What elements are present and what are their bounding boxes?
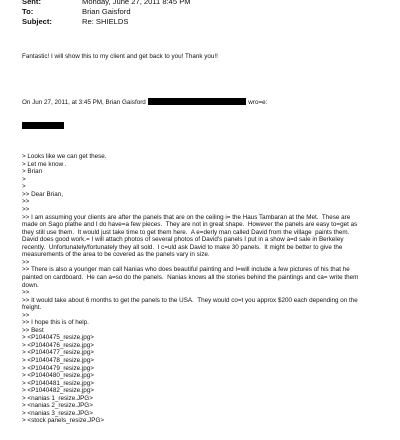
quoted-line: measurements of the area to be covered as the panels vary in size. [22, 251, 210, 259]
email-body [22, 38, 386, 440]
quoted-line: >> [22, 258, 30, 266]
quoted-line: >> It would take about 6 months to get the panels to the USA. They would co=t you approx $200 each depending on the [22, 296, 358, 304]
to-label: To: [22, 7, 34, 16]
quoted-line: > Looks like we can get these. [22, 153, 107, 161]
redacted-name-box [22, 122, 64, 129]
quoted-line: > <P1040481_resize.jpg> [22, 379, 94, 387]
quoted-line: > [22, 183, 26, 191]
quoted-line: made on Sago plathe and I do have=a few pieces. They are not in great shape. However the panels are easy to=get as [22, 221, 358, 229]
quoted-line: they still use them. It would just take time to get them here. A e=derly man called David from the village paints them. [22, 228, 350, 236]
quoted-line: > <P1040480_resize.jpg> [22, 372, 94, 380]
quote-intro-before: On Jun 27, 2011, at 3:45 PM, Brian Gaisford [22, 99, 146, 107]
quoted-line: >> [22, 198, 30, 206]
reply-line: Fantastic! I will show this to my client and get back to you! Thank you!! [22, 53, 218, 61]
quoted-line: >> [22, 311, 30, 319]
quoted-line: >> I am assuming your clients are after the panels that are on the ceiling i= the Haus Tambaran at the Met. These are [22, 213, 351, 221]
quoted-line: > <P1040482_resize.jpg> [22, 387, 94, 395]
subject-label: Subject: [22, 17, 52, 26]
subject-value: Re: SHIELDS [82, 17, 129, 26]
quoted-line: > <nanias 2_resize.JPG> [22, 402, 93, 410]
quoted-line: >> Dear Brian, [22, 190, 63, 198]
quoted-line: > [22, 175, 26, 183]
quoted-line: > <P1040478_resize.jpg> [22, 356, 94, 364]
quoted-line: > <stock panels_resize.JPG> [22, 417, 105, 425]
quoted-line [22, 146, 386, 154]
quoted-line: freight. [22, 304, 42, 312]
quote-intro-after: wro=e: [248, 99, 268, 107]
quoted-line: > <P1040479_resize.jpg> [22, 364, 94, 372]
sent-value: Monday, June 27, 2011 8:45 PM [82, 0, 191, 6]
quoted-line: David does good work.= I will attach photos of several photos of David's panels I put in a show a=d sale in Berkeley [22, 236, 344, 244]
quoted-line: >> [22, 289, 30, 297]
to-value: Brian Gaisford [82, 7, 131, 16]
redacted-email-box [148, 98, 246, 105]
quoted-line: painted on cardboard. He can a=so do the panels. Nanias knows all the stories behind the paintings and ca= write them [22, 273, 359, 281]
quoted-line: > <P1040476_resize.jpg> [22, 341, 94, 349]
redacted-line [22, 122, 386, 131]
quoted-line: >> Best [22, 326, 44, 334]
quoted-line: > <nanias 3_resize.JPG> [22, 409, 93, 417]
quoted-line: >> I hope this is of help. [22, 319, 89, 327]
quoted-text [22, 146, 386, 425]
quote-intro [22, 98, 386, 107]
quoted-line: > Let me know . [22, 160, 67, 168]
sent-label: Sent: [22, 0, 41, 6]
blank-line [22, 76, 386, 84]
quoted-line: > <P1040475_resize.jpg> [22, 334, 94, 342]
quoted-line: >> There is also a younger man call Nanias who does beautiful painting and I=will include a few pictures of his that he [22, 266, 350, 274]
quoted-line: down. [22, 281, 39, 289]
quoted-line: > <P1040477_resize.jpg> [22, 349, 94, 357]
quoted-line: recently. Unfortunately/fortunately they all sold. I c=uld ask David to make 30 panels. It might be better to give the [22, 243, 343, 251]
quoted-line: > Brian [22, 168, 43, 176]
quoted-line: >> [22, 206, 30, 214]
quoted-line: > <nanias 1_resize.JPG> [22, 394, 93, 402]
